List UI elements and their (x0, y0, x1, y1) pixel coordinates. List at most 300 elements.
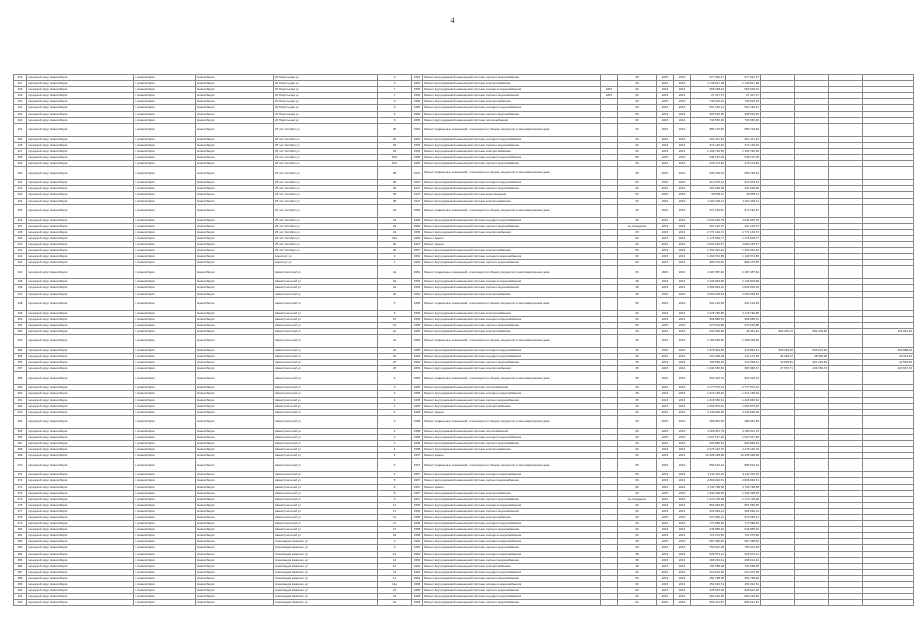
fund-cost-cell: 674 996,21 (726, 514, 761, 520)
house-number-cell: 9 (378, 117, 412, 123)
start-year-cell: 2015 (657, 322, 674, 328)
end-year-cell: 2016 (674, 594, 691, 600)
house-number-cell: 34 (378, 217, 412, 223)
city-cell: Новосибирск (196, 453, 274, 459)
budget-cost-cell (761, 600, 795, 606)
work-type-cell: Ремонт внутридомовой инженерной системы горячего водоснабжения (423, 75, 601, 81)
district-cell: городской округ Новосибирск (27, 229, 134, 235)
street-cell: Авиастроителей ул (274, 447, 378, 453)
row-number: 252 (14, 328, 27, 334)
house-number-cell: 3а (378, 291, 412, 297)
fund-cost-cell: 2 034 945,79 (726, 217, 761, 223)
row-number: 275 (14, 496, 27, 502)
row-number: 287 (14, 569, 27, 575)
wear-percent-cell: 55 (618, 161, 657, 167)
house-number-cell: 4 (378, 447, 412, 453)
start-year-cell: 2015 (657, 594, 674, 600)
start-year-cell: 2015 (657, 297, 674, 310)
total-cost-cell: 561 160,31 (691, 105, 726, 111)
locality-cell: г. Новосибирск (134, 385, 196, 391)
city-cell: Новосибирск (196, 557, 274, 563)
district-cell: городской округ Новосибирск (27, 161, 134, 167)
start-year-cell: 2015 (657, 291, 674, 297)
house-number-cell: 12 (378, 563, 412, 569)
district-cell: городской округ Новосибирск (27, 484, 134, 490)
build-year-cell: 1958 (412, 409, 423, 415)
start-year-cell: 2015 (657, 335, 674, 348)
city-cell: Новосибирск (196, 588, 274, 594)
build-year-cell: 1954 (412, 569, 423, 575)
work-type-cell: Ремонт крыши (423, 241, 601, 247)
end-year-cell: 2016 (674, 478, 691, 484)
city-cell: Новосибирск (196, 291, 274, 297)
wear-percent-cell: 60 (618, 235, 657, 241)
work-type-cell: Ремонт внутридомовой инженерной системы холодного водоснабжения (423, 434, 601, 440)
build-year-cell: 1952 (412, 254, 423, 260)
start-year-cell: 2015 (657, 161, 674, 167)
wear-percent-cell: 45 (618, 397, 657, 403)
house-number-cell: 2б (378, 354, 412, 360)
locality-cell: г. Новосибирск (134, 496, 196, 502)
locality-cell: г. Новосибирск (134, 588, 196, 594)
row-number: 289 (14, 582, 27, 588)
build-year-cell: 1958 (412, 428, 423, 434)
work-type-cell: Ремонт внутридомовой инженерной системы водоотведения (423, 192, 601, 198)
build-year-cell: 1956 (412, 93, 423, 99)
build-year-cell: 1958 (412, 441, 423, 447)
start-year-cell: 2015 (657, 582, 674, 588)
house-number-cell: 28 (378, 180, 412, 186)
city-cell: Новосибирск (196, 254, 274, 260)
fund-cost-cell: 971 140,87 (726, 204, 761, 217)
house-number-cell: 9 (378, 99, 412, 105)
fund-cost-cell: 743 624,23 (726, 99, 761, 105)
end-year-cell: 2016 (674, 335, 691, 348)
table-row (14, 335, 914, 348)
end-year-cell: 2016 (674, 316, 691, 322)
fund-cost-cell: 464 798,08 (726, 575, 761, 581)
total-cost-cell: 904 323,76 (691, 372, 726, 385)
city-cell: Новосибирск (196, 204, 274, 217)
row-number: 257 (14, 366, 27, 372)
build-year-cell: 1954 (412, 539, 423, 545)
regional-cost-cell (795, 459, 829, 472)
end-year-cell: 2016 (674, 217, 691, 223)
row-number: 233 (14, 192, 27, 198)
end-year-cell: 2016 (674, 75, 691, 81)
build-year-cell: 1957 (412, 248, 423, 254)
work-type-cell: Ремонт внутридомовой инженерной системы холодного водоснабжения (423, 391, 601, 397)
house-number-cell: 16 (378, 588, 412, 594)
end-year-cell: 2016 (674, 198, 691, 204)
fund-cost-cell: 902 124,83 (726, 297, 761, 310)
wear-percent-cell: 60 (618, 409, 657, 415)
city-cell: Новосибирск (196, 123, 274, 136)
district-cell: городской округ Новосибирск (27, 316, 134, 322)
row-number: 274 (14, 490, 27, 496)
work-type-cell: Ремонт внутридомовой инженерной системы горячего водоснабжения (423, 496, 601, 502)
fund-cost-cell: 1 169 792,56 (726, 148, 761, 154)
fund-cost-cell: 896 221,87 (726, 600, 761, 606)
house-number-cell: 29 (378, 533, 412, 539)
city-cell: Новосибирск (196, 428, 274, 434)
table-body (14, 75, 914, 606)
locality-cell: г. Новосибирск (134, 391, 196, 397)
total-cost-cell: 1 218 366,64 (691, 397, 726, 403)
fund-cost-cell: 750 912,28 (726, 545, 761, 551)
district-cell: городской округ Новосибирск (27, 514, 134, 520)
regional-cost-cell (795, 204, 829, 217)
row-number: 286 (14, 563, 27, 569)
row-number: 253 (14, 335, 27, 348)
end-year-cell: 2016 (674, 385, 691, 391)
district-cell: городской округ Новосибирск (27, 563, 134, 569)
fund-cost-cell: 649 855,62 (726, 527, 761, 533)
street-cell: Авиастроителей ул (274, 453, 378, 459)
fund-cost-cell: 773 589,50 (726, 521, 761, 527)
work-type-cell: Ремонт внутридомовой инженерной системы холодного водоснабжения (423, 180, 601, 186)
work-type-cell: Ремонт внутридомовой инженерной системы электроснабжения (423, 81, 601, 87)
build-year-cell: 1958 (412, 588, 423, 594)
district-cell: городской округ Новосибирск (27, 123, 134, 136)
end-year-cell: 2016 (674, 192, 691, 198)
row-number: 279 (14, 521, 27, 527)
district-cell: городской округ Новосибирск (27, 545, 134, 551)
wear-percent-cell: 25 (618, 415, 657, 428)
fund-cost-cell: 1 150 491,44 (726, 248, 761, 254)
work-type-cell: Ремонт крыши (423, 484, 601, 490)
end-year-cell: 2016 (674, 254, 691, 260)
district-cell: городской округ Новосибирск (27, 403, 134, 409)
district-cell: городской округ Новосибирск (27, 198, 134, 204)
fund-cost-cell: 2 806 992,51 (726, 478, 761, 484)
street-cell: Авиастроителей ул (274, 266, 378, 279)
work-type-cell: Ремонт внутридомовой инженерной системы теплоснабжения (423, 428, 601, 434)
locality-cell: г. Новосибирск (134, 117, 196, 123)
work-type-cell: Ремонт внутридомовой инженерной системы холодного водоснабжения (423, 279, 601, 285)
city-cell: Новосибирск (196, 75, 274, 81)
city-cell: Новосибирск (196, 521, 274, 527)
house-number-cell: 3а (378, 285, 412, 291)
city-cell: Новосибирск (196, 551, 274, 557)
end-year-cell: 2016 (674, 403, 691, 409)
end-year-cell: 2016 (674, 434, 691, 440)
work-type-cell: Ремонт внутридомовой инженерной системы электроснабжения (423, 248, 601, 254)
work-type-cell: Ремонт внутридомовой инженерной системы холодного водоснабжения (423, 533, 601, 539)
build-year-cell: 1956 (412, 310, 423, 316)
build-year-cell: 1956 (412, 111, 423, 117)
street-cell: Авиастроителей ул (274, 354, 378, 360)
work-type-cell: Ремонт внутридомовой инженерной системы холодного водоснабжения (423, 316, 601, 322)
fund-cost-cell: 687 868,37 (726, 366, 761, 372)
city-cell: Новосибирск (196, 354, 274, 360)
regional-cost-cell (795, 167, 829, 180)
locality-cell: г. Новосибирск (134, 366, 196, 372)
wear-percent-cell: 45 (618, 348, 657, 354)
extra-code-cell (601, 459, 618, 472)
wear-percent-cell: 25 (618, 204, 657, 217)
locality-cell: г. Новосибирск (134, 434, 196, 440)
house-number-cell: 6 (378, 472, 412, 478)
house-number-cell: 2а (378, 328, 412, 334)
work-type-cell: Ремонт внутридомовой инженерной системы электроснабжения (423, 198, 601, 204)
wear-percent-cell: 60 (618, 428, 657, 434)
wear-percent-cell: не определен (618, 496, 657, 502)
wear-percent-cell: 60 (618, 105, 657, 111)
district-cell: городской округ Новосибирск (27, 415, 134, 428)
local-cost-cell (829, 459, 863, 472)
fund-cost-cell: 265 963,14 (726, 508, 761, 514)
start-year-cell: 2015 (657, 117, 674, 123)
total-cost-cell: 548 197,09 (691, 155, 726, 161)
total-cost-cell: 733 565,30 (691, 117, 726, 123)
work-type-cell: Ремонт внутридомовой инженерной системы электроснабжения (423, 291, 601, 297)
total-cost-cell: 750 912,28 (691, 545, 726, 551)
start-year-cell: 2015 (657, 155, 674, 161)
end-year-cell: 2016 (674, 291, 691, 297)
work-type-cell: Ремонт внутридомовой инженерной системы горячего водоснабжения (423, 508, 601, 514)
work-type-cell: Ремонт подвальных помещений, относящихся к общему имуществу в многоквартирном доме (423, 335, 601, 348)
locality-cell: г. Новосибирск (134, 316, 196, 322)
start-year-cell: 2015 (657, 142, 674, 148)
build-year-cell: 1958 (412, 600, 423, 606)
house-number-cell: 16 (378, 600, 412, 606)
start-year-cell: 2015 (657, 123, 674, 136)
fund-cost-cell: 372 136,63 (726, 142, 761, 148)
district-cell: городской округ Новосибирск (27, 310, 134, 316)
fund-cost-cell: 599 038,44 (726, 87, 761, 93)
locality-cell: г. Новосибирск (134, 142, 196, 148)
fund-cost-cell: 2 066 511,79 (726, 428, 761, 434)
end-year-cell: 2016 (674, 248, 691, 254)
locality-cell: г. Новосибирск (134, 105, 196, 111)
house-number-cell: 5 (378, 297, 412, 310)
build-year-cell: 1952 (412, 81, 423, 87)
extra-code-cell (601, 266, 618, 279)
district-cell: городской округ Новосибирск (27, 434, 134, 440)
row-number: 281 (14, 533, 27, 539)
locality-cell: г. Новосибирск (134, 254, 196, 260)
owner-cost-cell: 45 943,45 (863, 354, 914, 360)
total-cost-cell: 667 396,82 (691, 539, 726, 545)
fund-cost-cell: 351 417,64 (726, 136, 761, 142)
build-year-cell: 1957 (412, 453, 423, 459)
row-number: 248 (14, 297, 27, 310)
start-year-cell: 2015 (657, 397, 674, 403)
row-number: 240 (14, 241, 27, 247)
locality-cell: г. Новосибирск (134, 148, 196, 154)
wear-percent-cell: 60 (618, 447, 657, 453)
locality-cell: г. Новосибирск (134, 266, 196, 279)
house-number-cell: 7 (378, 87, 412, 93)
fund-cost-cell: 2 772 146,72 (726, 229, 761, 235)
street-cell: Авиастроителей ул (274, 366, 378, 372)
district-cell: городской округ Новосибирск (27, 254, 134, 260)
house-number-cell: 4 (378, 415, 412, 428)
street-cell: 25 лет Октября ул (274, 223, 378, 229)
start-year-cell: 2015 (657, 391, 674, 397)
fund-cost-cell: 4 743 768,58 (726, 484, 761, 490)
total-cost-cell: 2 187 987,94 (691, 266, 726, 279)
wear-percent-cell: 58 (618, 459, 657, 472)
work-type-cell: Ремонт внутридомовой инженерной системы горячего водоснабжения (423, 557, 601, 563)
house-number-cell: 28 (378, 192, 412, 198)
house-number-cell: 3 (378, 372, 412, 385)
row-number: 285 (14, 557, 27, 563)
row-number: 292 (14, 600, 27, 606)
wear-percent-cell: 60 (618, 478, 657, 484)
district-cell: городской округ Новосибирск (27, 409, 134, 415)
district-cell: городской округ Новосибирск (27, 285, 134, 291)
locality-cell: г. Новосибирск (134, 279, 196, 285)
street-cell: Александра Невского ул (274, 557, 378, 563)
end-year-cell: 2016 (674, 453, 691, 459)
build-year-cell: 1955 (412, 328, 423, 334)
district-cell: городской округ Новосибирск (27, 223, 134, 229)
locality-cell: г. Новосибирск (134, 478, 196, 484)
work-type-cell: Ремонт внутридомовой инженерной системы электроснабжения (423, 99, 601, 105)
street-cell: Александра Невского ул (274, 539, 378, 545)
regional-cost-cell (795, 415, 829, 428)
locality-cell: г. Новосибирск (134, 229, 196, 235)
district-cell: городской округ Новосибирск (27, 235, 134, 241)
district-cell: городской округ Новосибирск (27, 291, 134, 297)
district-cell: городской округ Новосибирск (27, 75, 134, 81)
wear-percent-cell: 60 (618, 248, 657, 254)
locality-cell: г. Новосибирск (134, 403, 196, 409)
street-cell: Авиастроителей ул (274, 297, 378, 310)
wear-percent-cell: 60 (618, 87, 657, 93)
street-cell: Авиастроителей ул (274, 508, 378, 514)
house-number-cell: 2б (378, 366, 412, 372)
locality-cell: г. Новосибирск (134, 397, 196, 403)
wear-percent-cell: 60 (618, 434, 657, 440)
wear-percent-cell: 38 (618, 328, 657, 334)
city-cell: Новосибирск (196, 136, 274, 142)
city-cell: Новосибирск (196, 478, 274, 484)
street-cell: Александра Невского ул (274, 545, 378, 551)
house-number-cell: 3 (378, 403, 412, 409)
start-year-cell: 2015 (657, 588, 674, 594)
end-year-cell: 2016 (674, 260, 691, 266)
build-year-cell: 1952 (412, 279, 423, 285)
end-year-cell: 2016 (674, 223, 691, 229)
city-cell: Новосибирск (196, 533, 274, 539)
repair-program-table (13, 74, 912, 606)
start-year-cell: 2015 (657, 235, 674, 241)
row-number: 216 (14, 75, 27, 81)
work-type-cell: Ремонт внутридомовой инженерной системы электроснабжения (423, 366, 601, 372)
total-cost-cell: 489 951,69 (691, 415, 726, 428)
district-cell: городской округ Новосибирск (27, 385, 134, 391)
district-cell: городской округ Новосибирск (27, 148, 134, 154)
row-number: 280 (14, 527, 27, 533)
work-type-cell: Ремонт подвальных помещений, относящихся к общему имуществу в многоквартирном доме (423, 297, 601, 310)
table-row (14, 123, 914, 136)
house-number-cell: 34 (378, 229, 412, 235)
work-type-cell: Ремонт внутридомовой инженерной системы холодного водоснабжения (423, 254, 601, 260)
start-year-cell: 2015 (657, 360, 674, 366)
budget-cost-cell (761, 167, 795, 180)
end-year-cell: 2016 (674, 328, 691, 334)
row-number: 258 (14, 372, 27, 385)
street-cell: Авиастроителей ул (274, 490, 378, 496)
budget-cost-cell (761, 266, 795, 279)
start-year-cell: 2015 (657, 111, 674, 117)
city-cell: Новосибирск (196, 105, 274, 111)
house-number-cell: 3 (378, 254, 412, 260)
work-type-cell: Ремонт подвальных помещений, относящихся к общему имуществу в многоквартирном доме (423, 123, 601, 136)
city-cell: Новосибирск (196, 527, 274, 533)
fund-cost-cell: 2 503 163,57 (726, 241, 761, 247)
locality-cell: г. Новосибирск (134, 87, 196, 93)
house-number-cell: 6 (378, 459, 412, 472)
end-year-cell: 2016 (674, 557, 691, 563)
street-cell: Авиастроителей ул (274, 521, 378, 527)
build-year-cell: 1956 (412, 217, 423, 223)
total-cost-cell: 695 766,33 (691, 167, 726, 180)
start-year-cell: 2015 (657, 93, 674, 99)
start-year-cell: 2015 (657, 87, 674, 93)
district-cell: городской округ Новосибирск (27, 266, 134, 279)
start-year-cell: 2015 (657, 600, 674, 606)
house-number-cell: 8 (378, 490, 412, 496)
regional-cost-cell: 169 383,73 (795, 366, 829, 372)
district-cell: городской округ Новосибирск (27, 594, 134, 600)
house-number-cell: 4 (378, 441, 412, 447)
work-type-cell: Ремонт внутридомовой инженерной системы теплоснабжения (423, 385, 601, 391)
street-cell: 20 Партсъезда ул (274, 105, 378, 111)
locality-cell: г. Новосибирск (134, 93, 196, 99)
total-cost-cell: 1 158 269,60 (691, 335, 726, 348)
house-number-cell: 11 (378, 502, 412, 508)
locality-cell: г. Новосибирск (134, 285, 196, 291)
street-cell: Авиастроителей ул (274, 533, 378, 539)
locality-cell: г. Новосибирск (134, 557, 196, 563)
house-number-cell: 12 (378, 551, 412, 557)
row-number: 266 (14, 434, 27, 440)
fund-cost-cell: 2 777 572,01 (726, 385, 761, 391)
house-number-cell: 3 (378, 539, 412, 545)
build-year-cell: 1954 (412, 545, 423, 551)
street-cell: Авиастроителей ул (274, 428, 378, 434)
end-year-cell: 2016 (674, 582, 691, 588)
start-year-cell: 2015 (657, 310, 674, 316)
row-number: 268 (14, 447, 27, 453)
start-year-cell: 2015 (657, 545, 674, 551)
locality-cell: г. Новосибирск (134, 241, 196, 247)
row-number: 260 (14, 391, 27, 397)
build-year-cell: 1952 (412, 260, 423, 266)
total-cost-cell: 721 076,82 (691, 533, 726, 539)
total-cost-cell: 773 589,50 (691, 521, 726, 527)
work-type-cell: Ремонт внутридомовой инженерной системы горячего водоснабжения (423, 527, 601, 533)
total-cost-cell: 451 618,08 (691, 186, 726, 192)
wear-percent-cell: 60 (618, 600, 657, 606)
fund-cost-cell: 1 173 726,68 (726, 496, 761, 502)
fund-cost-cell: 1 749 817,28 (726, 81, 761, 87)
city-cell: Новосибирск (196, 415, 274, 428)
row-number: 239 (14, 235, 27, 241)
row-number: 236 (14, 217, 27, 223)
wear-percent-cell: 60 (618, 148, 657, 154)
row-number: 246 (14, 285, 27, 291)
city-cell: Новосибирск (196, 490, 274, 496)
row-number: 247 (14, 291, 27, 297)
wear-percent-cell: 60 (618, 588, 657, 594)
wear-percent-cell: 25 (618, 217, 657, 223)
start-year-cell: 2015 (657, 198, 674, 204)
